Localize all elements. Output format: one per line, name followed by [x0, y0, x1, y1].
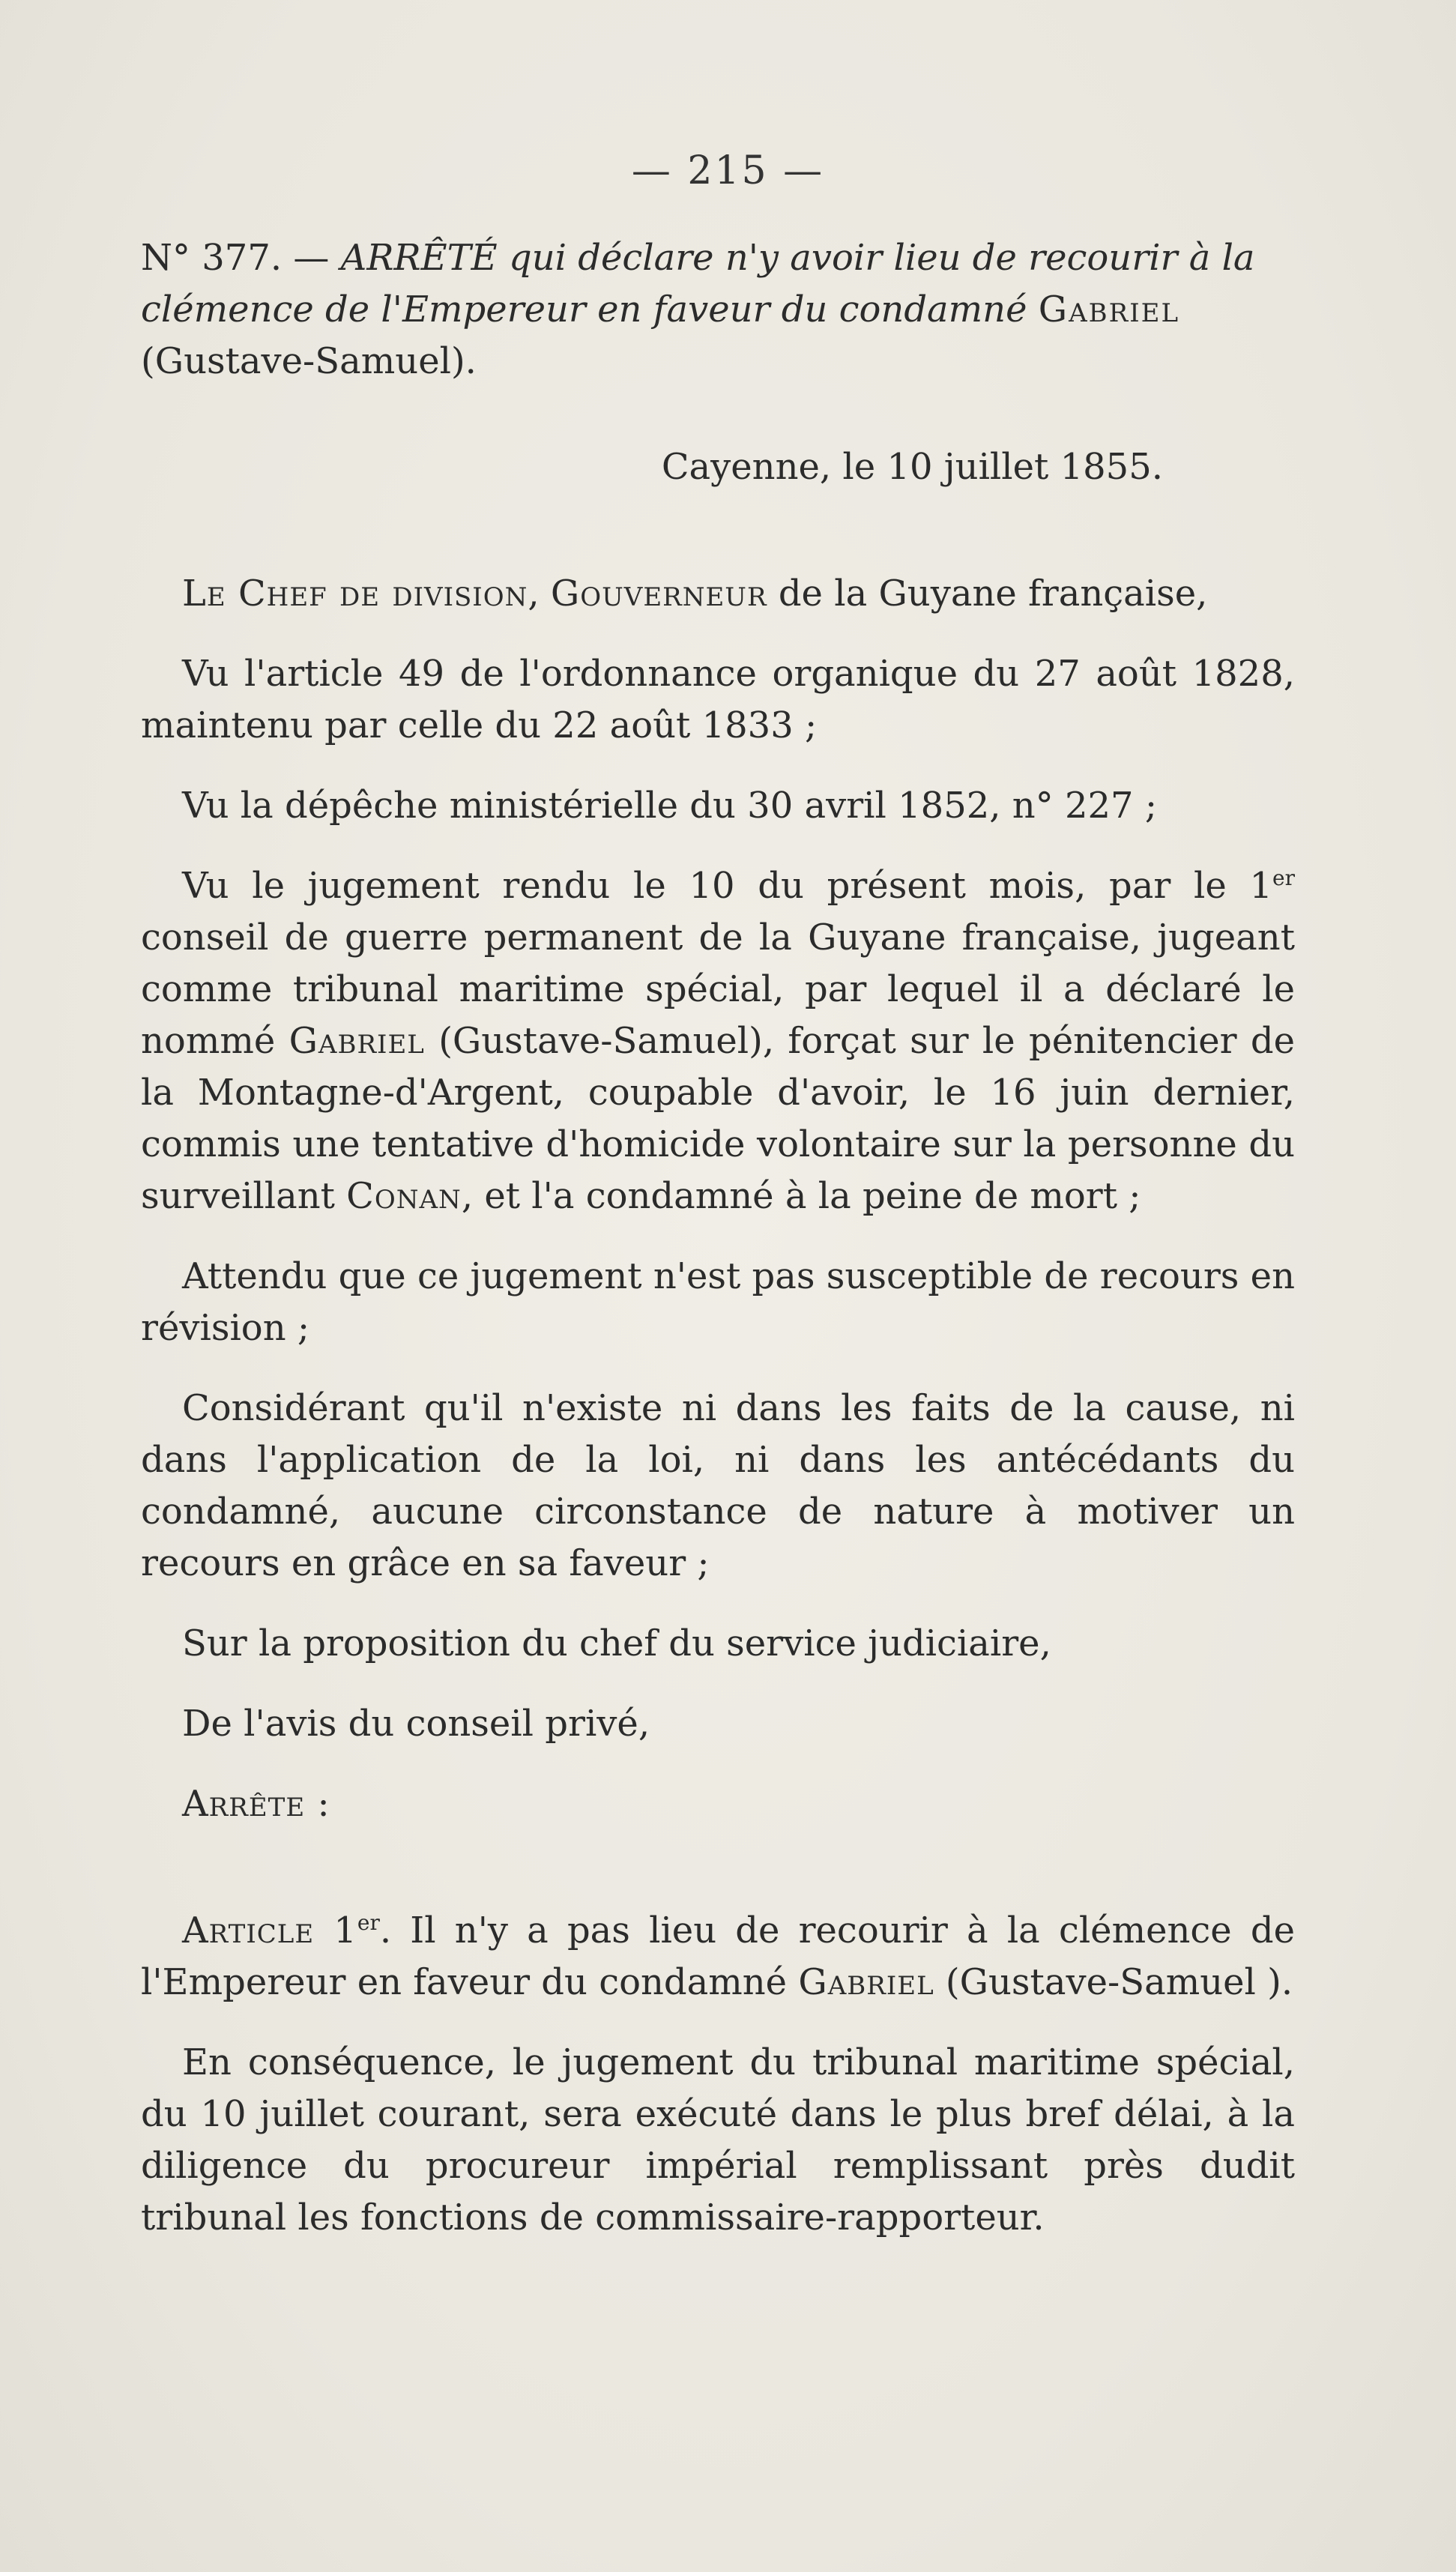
consequence-paragraph: En conséquence, le jugement du tribunal maritime spécial, du 10 juillet courant, sera exécuté dans le plus bref délai, à la diligence du procureur impérial remplissant près dudit tribunal les fonctions de commissaire-rapporteur.	[141, 2041, 1295, 2239]
vu-jugement-sup: er	[1272, 866, 1295, 890]
authority-title-b: Gouverneur	[550, 573, 767, 615]
vu-ordonnance: Vu l'article 49 de l'ordonnance organique du 27 août 1828, maintenu par celle du 22 août 1833 ;	[141, 653, 1295, 746]
vu-depeche: Vu la dépêche ministérielle du 30 avril 1852, n° 227 ;	[182, 785, 1158, 827]
page-number: — 215 —	[631, 148, 825, 193]
vu-jugement-a: Vu le jugement rendu le 10 du présent mois, par le 1	[182, 865, 1273, 907]
article-label: Article 1	[182, 1910, 357, 1951]
convict-surname: Gabriel	[1038, 289, 1180, 330]
vu-jugement-b: conseil de guerre permanent de la Guyane française, jugeant comme tribunal maritime spécial, par lequel il a déclaré le nommé	[141, 917, 1295, 1062]
decree-heading	[141, 232, 1295, 387]
convict-given-names: (Gustave-Samuel).	[141, 340, 477, 382]
authority-sep: ,	[528, 573, 540, 615]
article-convict-name: Gabriel	[798, 1961, 934, 2003]
vu-jugement	[141, 860, 1295, 1222]
authority-title-a: Le Chef de division	[182, 573, 528, 615]
convict-name: Gabriel	[289, 1020, 425, 1062]
decree-title: ARRÊTÉ	[340, 237, 498, 279]
considerant-paragraph: Considérant qu'il n'existe ni dans les faits de la cause, ni dans l'application de la loi, ni dans les antécédants du condamné, aucune circonstance de nature à motiver un recours en grâce en sa faveur ;	[141, 1387, 1295, 1584]
arrete-label: Arrête :	[182, 1783, 330, 1825]
vu-jugement-c: (Gustave-Samuel), forçat sur le pénitencier de la Montagne-d'Argent, coupable d'avoir, le 16 juin dernier, commis une tentative d'homicide volontaire sur la personne du surveillant	[141, 1020, 1296, 1217]
dateline: Cayenne, le 10 juillet 1855.	[661, 446, 1163, 488]
sur-proposition: Sur la proposition du chef du service judiciaire,	[182, 1622, 1051, 1664]
article-text-b: (Gustave-Samuel ).	[945, 1961, 1293, 2003]
document-body	[141, 232, 1295, 2244]
article-sup: er	[357, 1910, 380, 1935]
decree-number: N° 377. —	[141, 237, 330, 279]
decree-subject: qui déclare n'y avoir lieu de recourir à la clémence de l'Empereur en faveur du condamné	[141, 237, 1255, 330]
vu-jugement-d: , et l'a condamné à la peine de mort ;	[461, 1175, 1141, 1217]
article-text-a: . Il n'y a pas lieu de recourir à la clémence de l'Empereur en faveur du condamné	[141, 1910, 1296, 2003]
victim-name: Conan	[346, 1175, 462, 1217]
article-one	[141, 1905, 1295, 2008]
intro-authority	[141, 568, 1295, 620]
authority-rest: de la Guyane française,	[778, 573, 1208, 615]
avis-conseil: De l'avis du conseil privé,	[182, 1703, 650, 1745]
attendu-paragraph: Attendu que ce jugement n'est pas susceptible de recours en révision ;	[141, 1255, 1295, 1349]
